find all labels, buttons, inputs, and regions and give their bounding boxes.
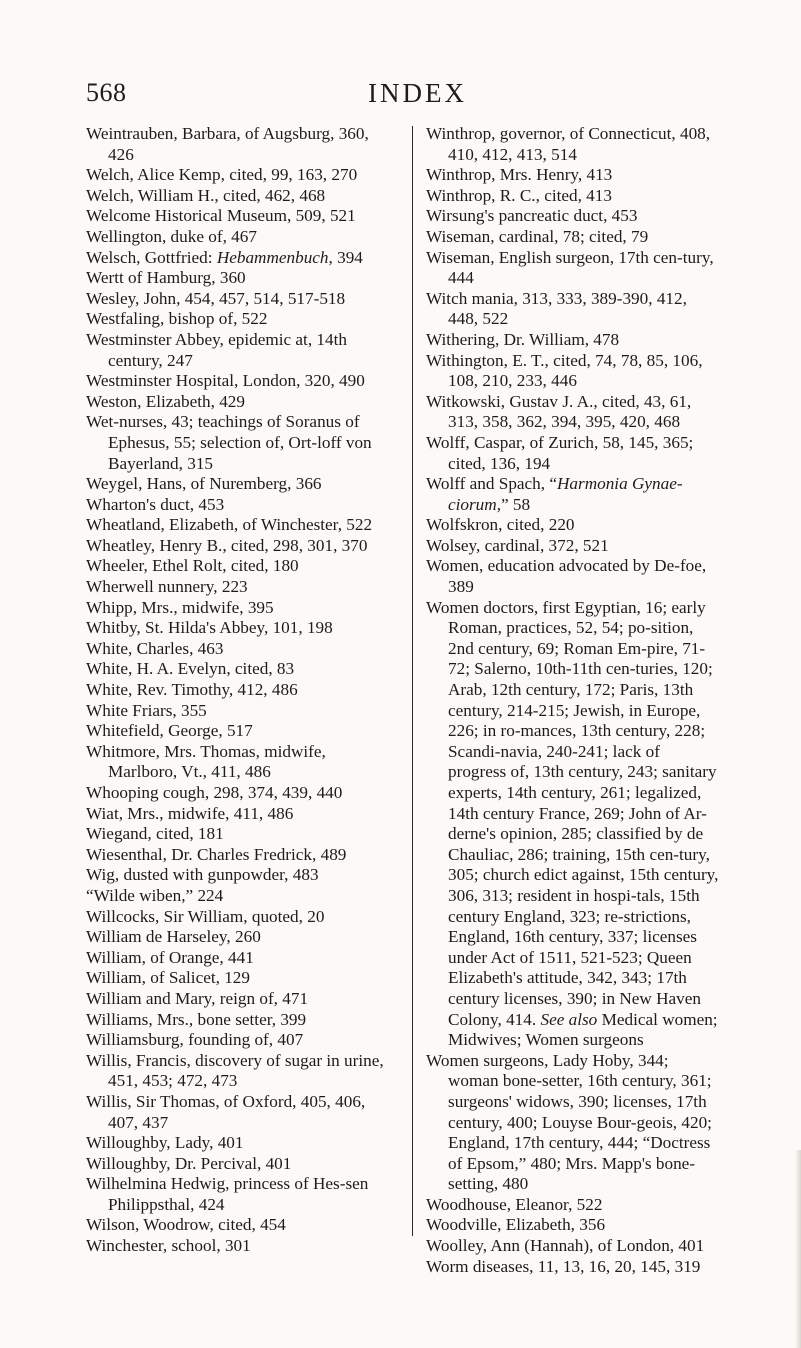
index-entry: Women doctors, first Egyptian, 16; early Roman, practices, 52, 54; po-sition, 2nd century, 69; Roman Em-pire, 71-72; Salerno, 10th-11th cen-turies, 120; Arab, 12th century, 172; Paris, 13th century, 214-215; Jewish, in Europe, 226; in ro-mances, 13th century, 228; Scandi-navia, 240-241; lack of progress of, 13th century, 243; sanitary experts, 14th century, 261; legalized, 14th century France, 269; John of Ar-derne's opinion, 285; classified by de Chauliac, 286; training, 15th cen-tury, 305; church edict against, 15th century, 306, 313; resident in hospi-tals, 15th century England, 323; re-strictions, England, 16th century, 337; licenses under Act of 1511, 521-523; Queen Elizabeth's attitude, 342, 343; 17th century licenses, 390; in New Haven Colony, 414. See also Medical women; Midwives; Women surgeons bbox=[426, 597, 719, 1050]
index-entry: Woodville, Elizabeth, 356 bbox=[426, 1215, 606, 1235]
index-entry: Wiat, Mrs., midwife, 411, 486 bbox=[86, 803, 294, 823]
index-entry: Willoughby, Lady, 401 bbox=[86, 1133, 244, 1153]
index-column-left bbox=[86, 124, 398, 1257]
index-entry: Wolff and Spach, “Harmonia Gynae-ciorum,” 58 bbox=[426, 474, 683, 514]
index-entry: Wig, dusted with gunpowder, 483 bbox=[86, 865, 319, 885]
index-entry: “Wilde wiben,” 224 bbox=[86, 885, 224, 905]
index-entry: Wirsung's pancreatic duct, 453 bbox=[426, 206, 638, 226]
index-column-right bbox=[426, 124, 720, 1277]
index-entry: Williamsburg, founding of, 407 bbox=[86, 1030, 304, 1050]
index-entry: Weygel, Hans, of Nuremberg, 366 bbox=[86, 474, 322, 494]
index-entry: White, Charles, 463 bbox=[86, 638, 224, 658]
index-entry: Whitefield, George, 517 bbox=[86, 721, 253, 741]
index-entry: Wiseman, cardinal, 78; cited, 79 bbox=[426, 226, 649, 246]
index-entry: Withering, Dr. William, 478 bbox=[426, 329, 620, 349]
index-entry: Williams, Mrs., bone setter, 399 bbox=[86, 1009, 307, 1029]
index-entry: Wilhelmina Hedwig, princess of Hes-sen Philippsthal, 424 bbox=[86, 1174, 369, 1214]
index-entry: Wheeler, Ethel Rolt, cited, 180 bbox=[86, 556, 299, 576]
index-entry: Woolley, Ann (Hannah), of London, 401 bbox=[426, 1236, 705, 1256]
index-entry: Wilson, Woodrow, cited, 454 bbox=[86, 1215, 286, 1235]
index-entry: Whitby, St. Hilda's Abbey, 101, 198 bbox=[86, 618, 333, 638]
index-entry: Worm diseases, 11, 13, 16, 20, 145, 319 bbox=[426, 1256, 701, 1276]
page-title: INDEX bbox=[368, 78, 467, 108]
index-entry: Westminster Abbey, epidemic at, 14th century, 247 bbox=[86, 329, 347, 370]
index-entry: Westfaling, bishop of, 522 bbox=[86, 309, 268, 329]
index-entry: Wolff, Caspar, of Zurich, 58, 145, 365; cited, 136, 194 bbox=[426, 432, 694, 473]
index-entry: Willoughby, Dr. Percival, 401 bbox=[86, 1153, 292, 1173]
index-entry: William, of Orange, 441 bbox=[86, 947, 254, 967]
index-entry: Wiegand, cited, 181 bbox=[86, 824, 224, 844]
index-entry: Witkowski, Gustav J. A., cited, 43, 61, 313, 358, 362, 394, 395, 420, 468 bbox=[426, 391, 692, 432]
index-entry: Wolfskron, cited, 220 bbox=[426, 515, 575, 535]
column-divider bbox=[412, 126, 413, 1236]
index-entry: Withington, E. T., cited, 74, 78, 85, 106, 108, 210, 233, 446 bbox=[426, 350, 703, 391]
index-entry: Winthrop, R. C., cited, 413 bbox=[426, 185, 612, 205]
index-entry: Whooping cough, 298, 374, 439, 440 bbox=[86, 783, 343, 802]
index-entry: Wolsey, cardinal, 372, 521 bbox=[426, 535, 609, 555]
index-entry: Wiseman, English surgeon, 17th cen-tury, 444 bbox=[426, 247, 714, 288]
index-entry: Wellington, duke of, 467 bbox=[86, 226, 257, 246]
index-entry: Woodhouse, Eleanor, 522 bbox=[426, 1194, 603, 1214]
page-edge-shadow bbox=[795, 1150, 801, 1348]
index-entry: Wet-nurses, 43; teachings of Soranus of Ephesus, 55; selection of, Ort-loff von Bayerland, 315 bbox=[86, 412, 372, 473]
index-entry: Winthrop, governor, of Connecticut, 408, 410, 412, 413, 514 bbox=[426, 124, 711, 164]
index-entry: Wertt of Hamburg, 360 bbox=[86, 268, 246, 288]
index-entry: Welch, William H., cited, 462, 468 bbox=[86, 185, 326, 205]
index-entry: Wharton's duct, 453 bbox=[86, 494, 225, 514]
index-entry: William de Harseley, 260 bbox=[86, 927, 261, 947]
index-entry: White, H. A. Evelyn, cited, 83 bbox=[86, 659, 295, 679]
index-entry: Women, education advocated by De-foe, 389 bbox=[426, 556, 707, 597]
index-entry: Willis, Francis, discovery of sugar in urine, 451, 453; 472, 473 bbox=[86, 1050, 384, 1091]
index-entry: White, Rev. Timothy, 412, 486 bbox=[86, 680, 298, 700]
index-entry: Welcome Historical Museum, 509, 521 bbox=[86, 206, 356, 226]
index-entry: Willis, Sir Thomas, of Oxford, 405, 406, 407, 437 bbox=[86, 1091, 366, 1132]
page-header bbox=[86, 78, 716, 118]
page-number: 568 bbox=[86, 78, 127, 107]
index-entry: William and Mary, reign of, 471 bbox=[86, 988, 309, 1008]
index-entry: Winthrop, Mrs. Henry, 413 bbox=[426, 165, 613, 185]
index-entry: Welch, Alice Kemp, cited, 99, 163, 270 bbox=[86, 165, 358, 185]
index-entry: Weston, Elizabeth, 429 bbox=[86, 391, 245, 411]
index-entry: Willcocks, Sir William, quoted, 20 bbox=[86, 906, 325, 926]
index-entry: Westminster Hospital, London, 320, 490 bbox=[86, 371, 365, 391]
index-entry: Winchester, school, 301 bbox=[86, 1236, 251, 1256]
index-entry: Witch mania, 313, 333, 389-390, 412, 448, 522 bbox=[426, 288, 687, 329]
index-entry: Welsch, Gottfried: Hebammenbuch, 394 bbox=[86, 247, 363, 267]
index-entry: Wheatley, Henry B., cited, 298, 301, 370 bbox=[86, 535, 368, 555]
index-entry: William, of Salicet, 129 bbox=[86, 968, 250, 988]
index-entry: Women surgeons, Lady Hoby, 344; woman bone-setter, 16th century, 361; surgeons' widows, 390; licenses, 17th century, 400; Louyse Bour-geois, 420; England, 17th century, 444; “Doctress of Epsom,” 480; Mrs. Mapp's bone-setting, 480 bbox=[426, 1050, 712, 1194]
index-entry: Whipp, Mrs., midwife, 395 bbox=[86, 597, 274, 617]
index-entry: Wiesenthal, Dr. Charles Fredrick, 489 bbox=[86, 844, 347, 864]
index-entry: White Friars, 355 bbox=[86, 700, 207, 720]
index-entry: Weintrauben, Barbara, of Augsburg, 360, 426 bbox=[86, 124, 369, 164]
index-entry: Wherwell nunnery, 223 bbox=[86, 577, 248, 597]
index-entry: Wheatland, Elizabeth, of Winchester, 522 bbox=[86, 515, 373, 535]
index-entry: Wesley, John, 454, 457, 514, 517-518 bbox=[86, 288, 346, 308]
index-entry: Whitmore, Mrs. Thomas, midwife, Marlboro, Vt., 411, 486 bbox=[86, 741, 326, 782]
